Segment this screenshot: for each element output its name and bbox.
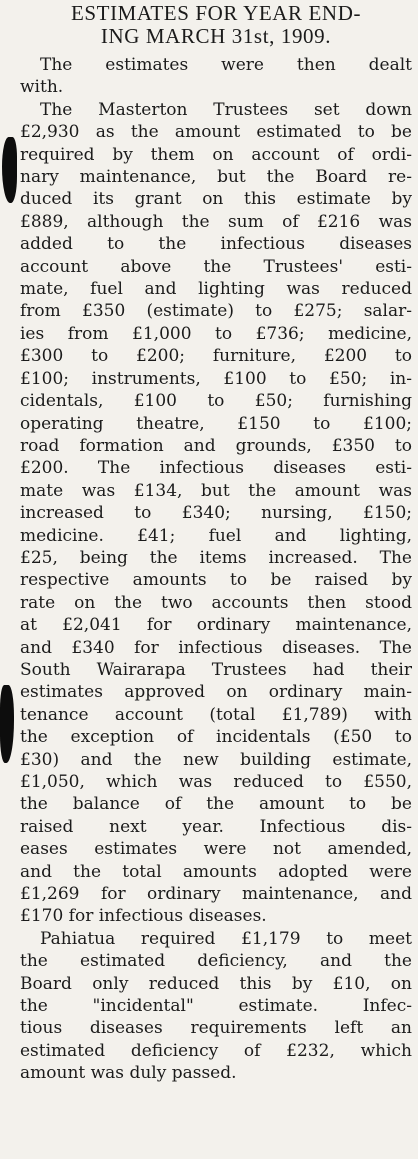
text-line: raised next year. Infectious dis- bbox=[20, 816, 412, 837]
text-line: estimated deficiency of £232, which bbox=[20, 1040, 412, 1061]
article-paragraph bbox=[20, 928, 412, 1085]
article-body bbox=[20, 54, 412, 1085]
text-line: South Wairarapa Trustees had their bbox=[20, 659, 412, 680]
text-line: £2,930 as the amount estimated to be bbox=[20, 122, 412, 143]
text-line: the balance of the amount to be bbox=[20, 794, 412, 815]
text-line: £1,269 for ordinary maintenance, and bbox=[20, 884, 412, 905]
text-line: the exception of incidentals (£50 to bbox=[20, 727, 412, 748]
text-line: and the total amounts adopted were bbox=[20, 861, 412, 882]
text-line: ies from £1,000 to £736; medicine, bbox=[20, 323, 412, 344]
text-line: road formation and grounds, £350 to bbox=[20, 435, 412, 456]
text-line: eases estimates were not amended, bbox=[20, 839, 412, 860]
heading-line-1: ESTIMATES FOR YEAR END- bbox=[70, 1, 362, 25]
article-paragraph bbox=[20, 99, 412, 928]
text-line: account above the Trustees' esti- bbox=[20, 256, 412, 277]
text-line: Pahiatua required £1,179 to meet bbox=[40, 928, 412, 949]
text-line: £25, being the items increased. The bbox=[20, 547, 412, 568]
text-line: £300 to £200; furniture, £200 to bbox=[20, 346, 412, 367]
text-line: added to the infectious diseases bbox=[20, 234, 412, 255]
text-line: mate, fuel and lighting was reduced bbox=[20, 279, 412, 300]
text-line: from £350 (estimate) to £275; salar- bbox=[20, 301, 412, 322]
text-line: The estimates were then dealt bbox=[40, 55, 412, 75]
text-line: operating theatre, £150 to £100; bbox=[20, 413, 412, 434]
text-line: rate on the two accounts then stood bbox=[20, 592, 412, 613]
text-line: tious diseases requirements left an bbox=[20, 1018, 412, 1039]
text-line: estimates approved on ordinary main- bbox=[20, 682, 412, 703]
text-line: mate was £134, but the amount was bbox=[20, 480, 412, 501]
text-line: medicine. £41; fuel and lighting, bbox=[20, 525, 412, 546]
text-line: increased to £340; nursing, £150; bbox=[20, 503, 412, 524]
text-line: and £340 for infectious diseases. The bbox=[20, 637, 412, 658]
article-paragraph bbox=[20, 54, 412, 99]
text-line: required by them on account of ordi- bbox=[20, 144, 412, 165]
text-line: nary maintenance, but the Board re- bbox=[20, 167, 412, 188]
text-line: Board only reduced this by £10, on bbox=[20, 973, 412, 994]
text-line: £100; instruments, £100 to £50; in- bbox=[20, 368, 412, 389]
text-line: respective amounts to be raised by bbox=[20, 570, 412, 591]
text-line: cidentals, £100 to £50; furnishing bbox=[20, 391, 412, 412]
text-line: duced its grant on this estimate by bbox=[20, 189, 412, 210]
text-line: The Masterton Trustees set down bbox=[40, 99, 412, 120]
text-line: amount was duly passed. bbox=[20, 1063, 237, 1084]
text-line: £170 for infectious diseases. bbox=[20, 906, 267, 927]
text-line: £1,050, which was reduced to £550, bbox=[20, 772, 412, 792]
text-line: £889, although the sum of £216 was bbox=[20, 211, 412, 232]
heading-line-2: ING MARCH 31st, 1909. bbox=[100, 24, 332, 48]
text-line: £200. The infectious diseases esti- bbox=[20, 458, 412, 479]
text-line: at £2,041 for ordinary maintenance, bbox=[20, 615, 412, 636]
text-line: tenance account (total £1,789) with bbox=[20, 704, 412, 725]
article-heading bbox=[20, 2, 412, 48]
text-line: the "incidental" estimate. Infec- bbox=[20, 996, 412, 1017]
text-line: the estimated deficiency, and the bbox=[20, 951, 412, 972]
text-line: £30) and the new building estimate, bbox=[20, 749, 412, 770]
text-line: with. bbox=[20, 77, 64, 98]
ink-blot-mark bbox=[2, 137, 17, 203]
